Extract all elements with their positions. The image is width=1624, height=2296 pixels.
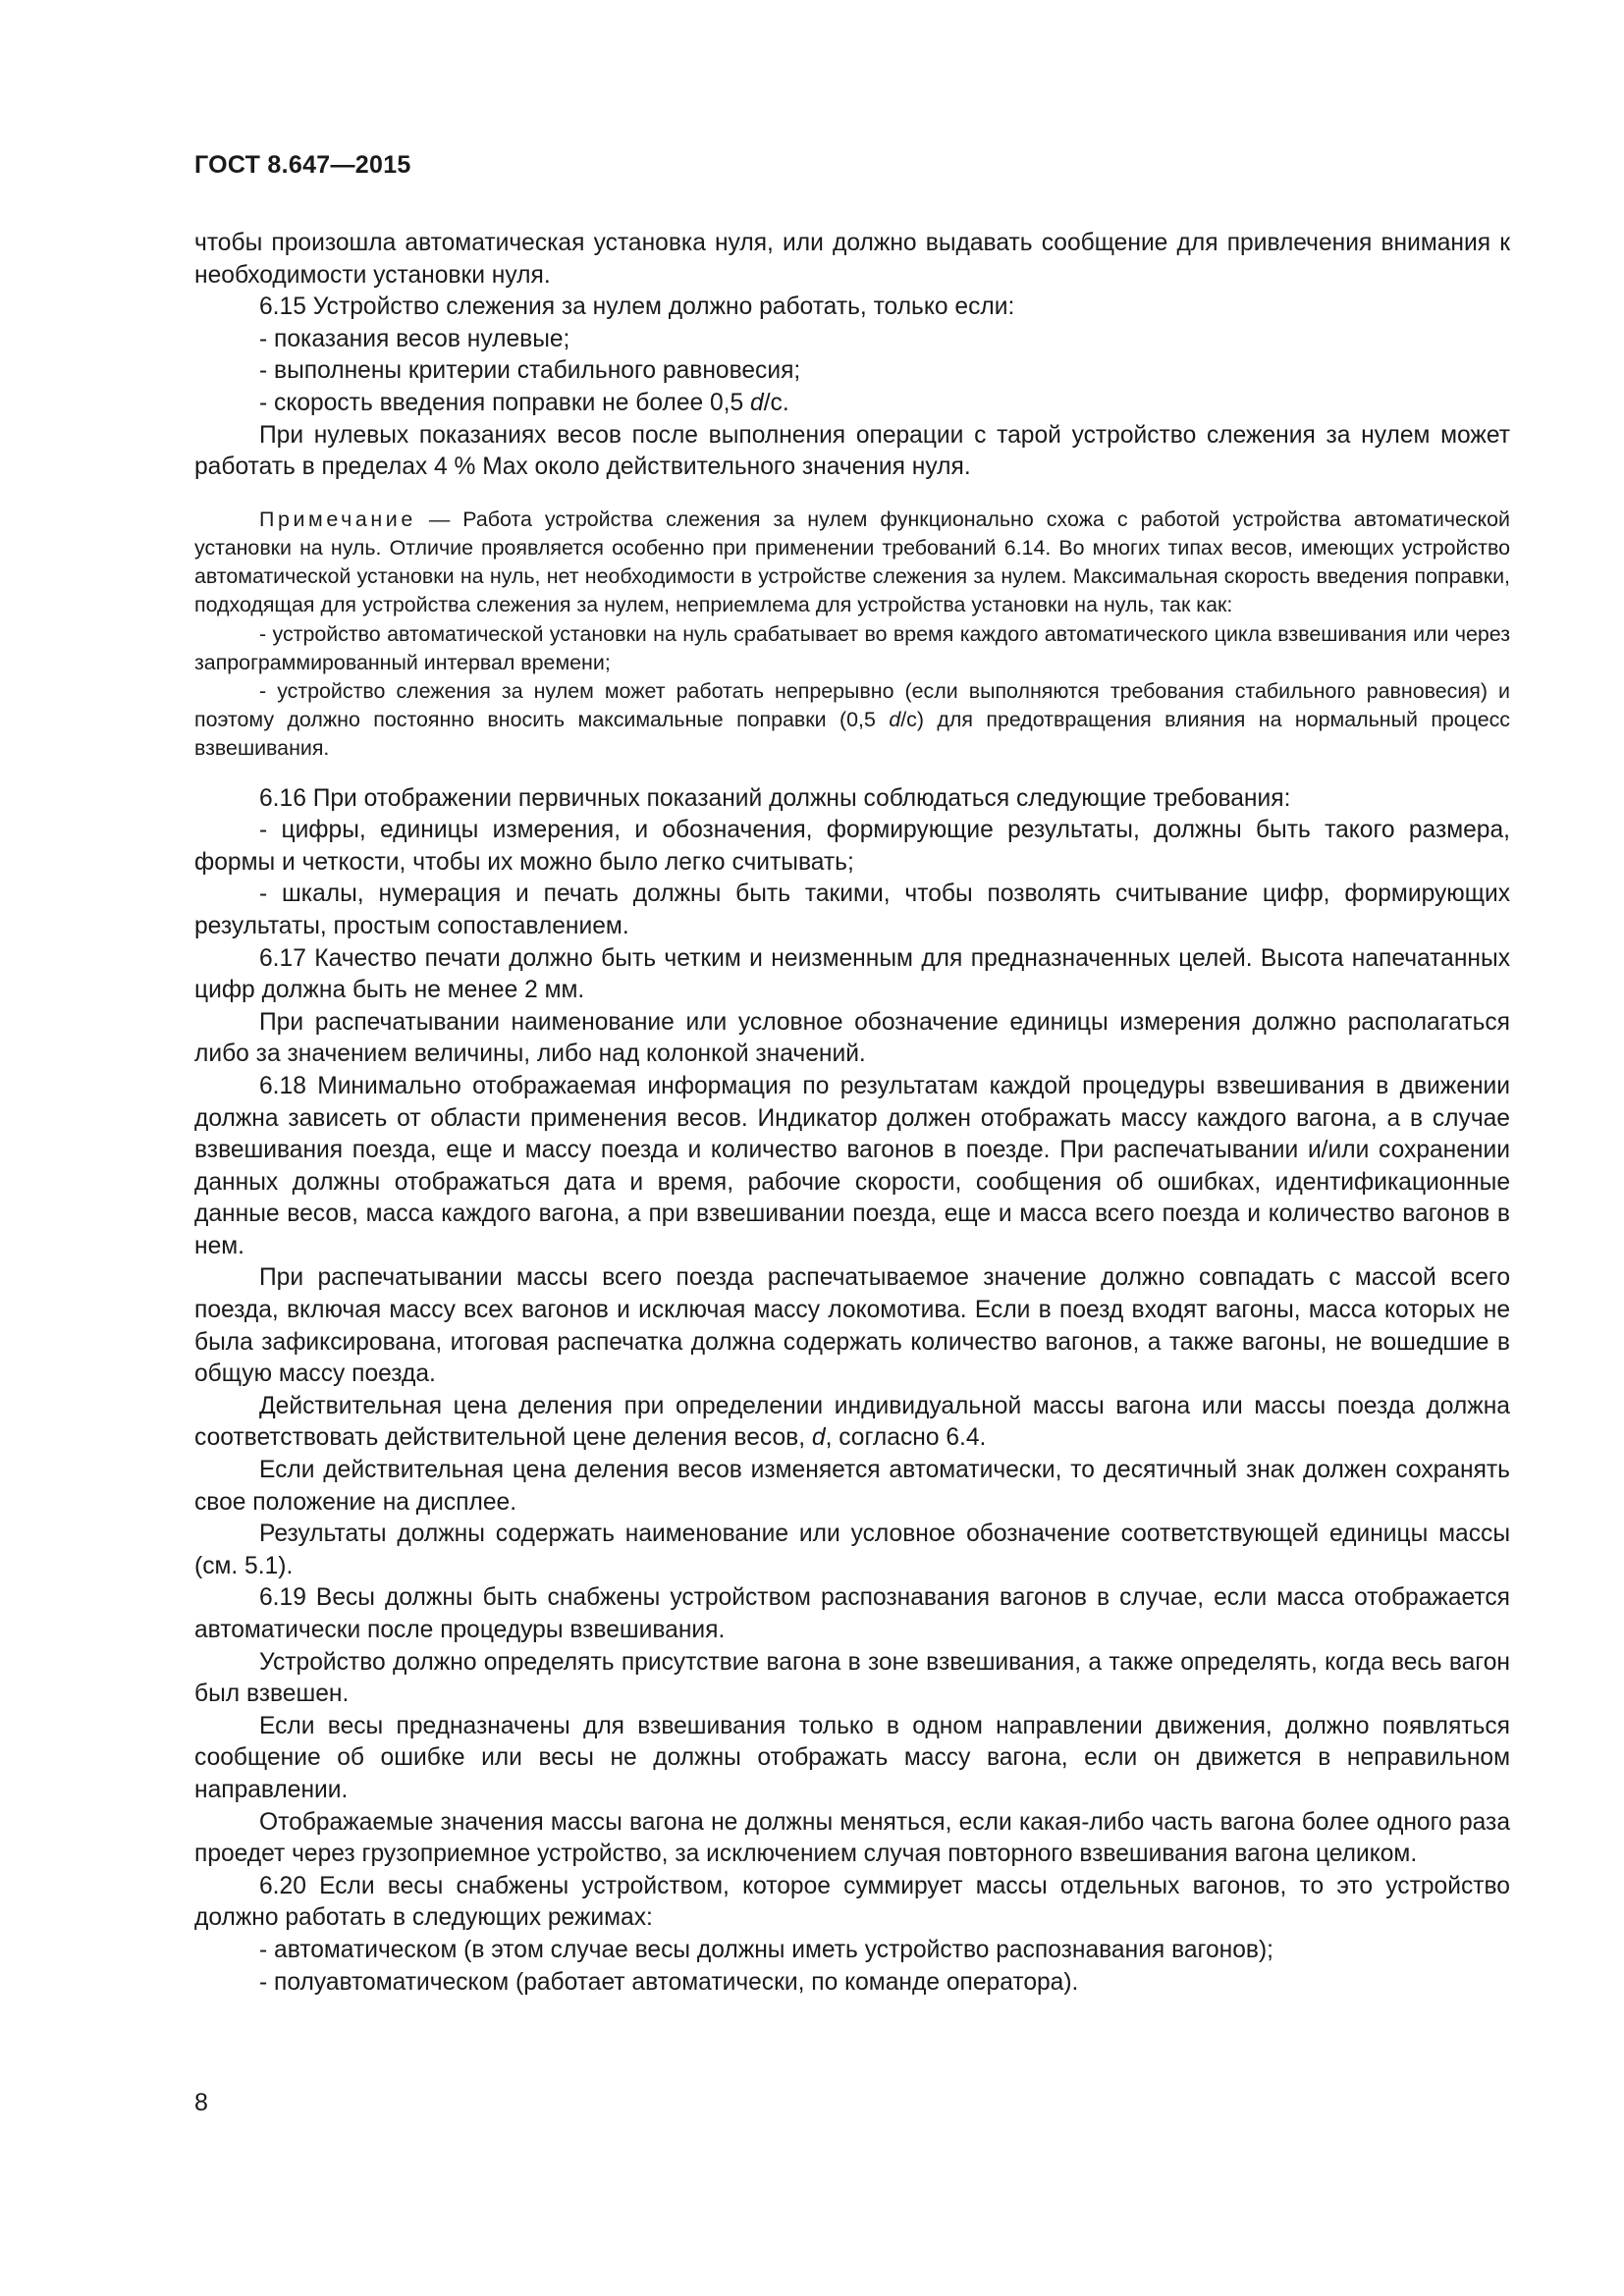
paragraph: Если действительная цена деления весов изменяется автоматически, то десятичный знак должен сохранять свое положение на дисплее. [194,1457,1510,1516]
note-dash: — [415,507,463,531]
list-item: - скорость введения поправки не более 0,5 d/c. [259,389,789,416]
list-item: - автоматическом (в этом случае весы должны иметь устройство распознавания вагонов); [259,1936,1274,1963]
page-content [194,228,1510,1999]
paragraph: чтобы произошла автоматическая установка нуля, или должно выдавать сообщение для привлечения внимания к необходимости установки нуля. [194,230,1510,289]
note-item: - устройство автоматической установки на нуль срабатывает во время каждого автоматического цикла взвешивания или через запрограммированный интервал времени; [194,621,1510,674]
paragraph: Отображаемые значения массы вагона не должны меняться, если какая-либо часть вагона более одного раза проедет через грузоприемное устройство, за исключением случая повторного взвешивания вагона целиком. [194,1808,1510,1868]
paragraph: При нулевых показаниях весов после выполнения операции с тарой устройство слежения за нулем может работать в пределах 4 % Max около действительного значения нуля. [194,421,1510,481]
list-item: - показания весов нулевые; [259,325,570,352]
page-number: 8 [194,2089,208,2116]
note-item: - устройство слежения за нулем может работать непрерывно (если выполняются требования стабильного равновесия) и поэтому должно постоянно вносить максимальные поправки (0,5 d/c) для предотвращения влияния на нормальный процесс взвешивания. [194,678,1511,761]
paragraph: Если весы предназначены для взвешивания только в одном направлении движения, должно появляться сообщение об ошибке или весы не должны отображать массу вагона, если он движется в неправильном направлении. [194,1712,1510,1803]
paragraph: 6.20 Если весы снабжены устройством, которое суммирует массы отдельных вагонов, то это устройство должно работать в следующих режимах: [194,1872,1510,1932]
paragraph: 6.17 Качество печати должно быть четким и неизменным для предназначенных целей. Высота напечатанных цифр должна быть не менее 2 мм. [194,944,1510,1004]
paragraph: 6.19 Весы должны быть снабжены устройством распознавания вагонов в случае, если масса отображается автоматически после процедуры взвешивания. [194,1584,1510,1644]
paragraph: Результаты должны содержать наименование или условное обозначение соответствующей единицы массы (см. 5.1). [194,1521,1510,1579]
standard-header: ГОСТ 8.647—2015 [194,151,411,179]
paragraph: Действительная цена деления при определении индивидуальной массы вагона или массы поезда должна соответствовать действительной цене деления весов, d, согласно 6.4. [194,1392,1510,1452]
note-block [194,506,1510,764]
list-item: - выполнены критерии стабильного равновесия; [259,357,801,385]
paragraph: 6.18 Минимально отображаемая информация по результатам каждой процедуры взвешивания в движении должна зависеть от области применения весов. Индикатор должен отображать массу каждого вагона, а в случае взвешивания поезда, еще и массу поезда и количество вагонов в поезде. При распечатывании и/или сохранении данных должны отображаться дата и время, рабочие скорости, сообщения об ошибках, идентификационные данные весов, масса каждого вагона, а при взвешивании поезда, еще и масса всего поезда и количество вагонов в нем. [194,1072,1510,1259]
paragraph: Устройство должно определять присутствие вагона в зоне взвешивания, а также определять, когда весь вагон был взвешен. [194,1648,1510,1708]
list-item: - шкалы, нумерация и печать должны быть такими, чтобы позволять считывание цифр, формирующих результаты, простым сопоставлением. [194,881,1510,939]
note-text: Работа устройства слежения за нулем функционально схожа с работой устройства автоматической установки на нуль. Отличие проявляется особенно при применении требований 6.14. Во многих типах весов, имеющих устройство автоматической установки на нуль, нет необходимости в устройстве слежения за нулем. Максимальная скорость введения поправки, подходящая для устройства слежения за нулем, неприемлема для устройства установки на нуль, так как: [194,507,1510,617]
paragraph: 6.16 При отображении первичных показаний должны соблюдаться следующие требования: [259,784,1291,812]
paragraph: 6.15 Устройство слежения за нулем должно работать, только если: [259,294,1015,321]
paragraph: При распечатывании массы всего поезда распечатываемое значение должно совпадать с массой всего поезда, включая массу всех вагонов и исключая массу локомотива. Если в поезд входят вагоны, масса которых не была зафиксирована, итоговая распечатка должна содержать количество вагонов, а также вагоны, не вошедшие в общую массу поезда. [194,1264,1510,1388]
list-item: - цифры, единицы измерения, и обозначения, формирующие результаты, должны быть такого размера, формы и четкости, чтобы их можно было легко считывать; [194,817,1510,876]
note-paragraph [194,506,1510,620]
list-item: - полуавтоматическом (работает автоматически, по команде оператора). [259,1968,1079,1996]
note-label: Примечание [259,507,416,531]
paragraph: При распечатывании наименование или условное обозначение единицы измерения должно располагаться либо за значением величины, либо над колонкой значений. [194,1008,1510,1068]
